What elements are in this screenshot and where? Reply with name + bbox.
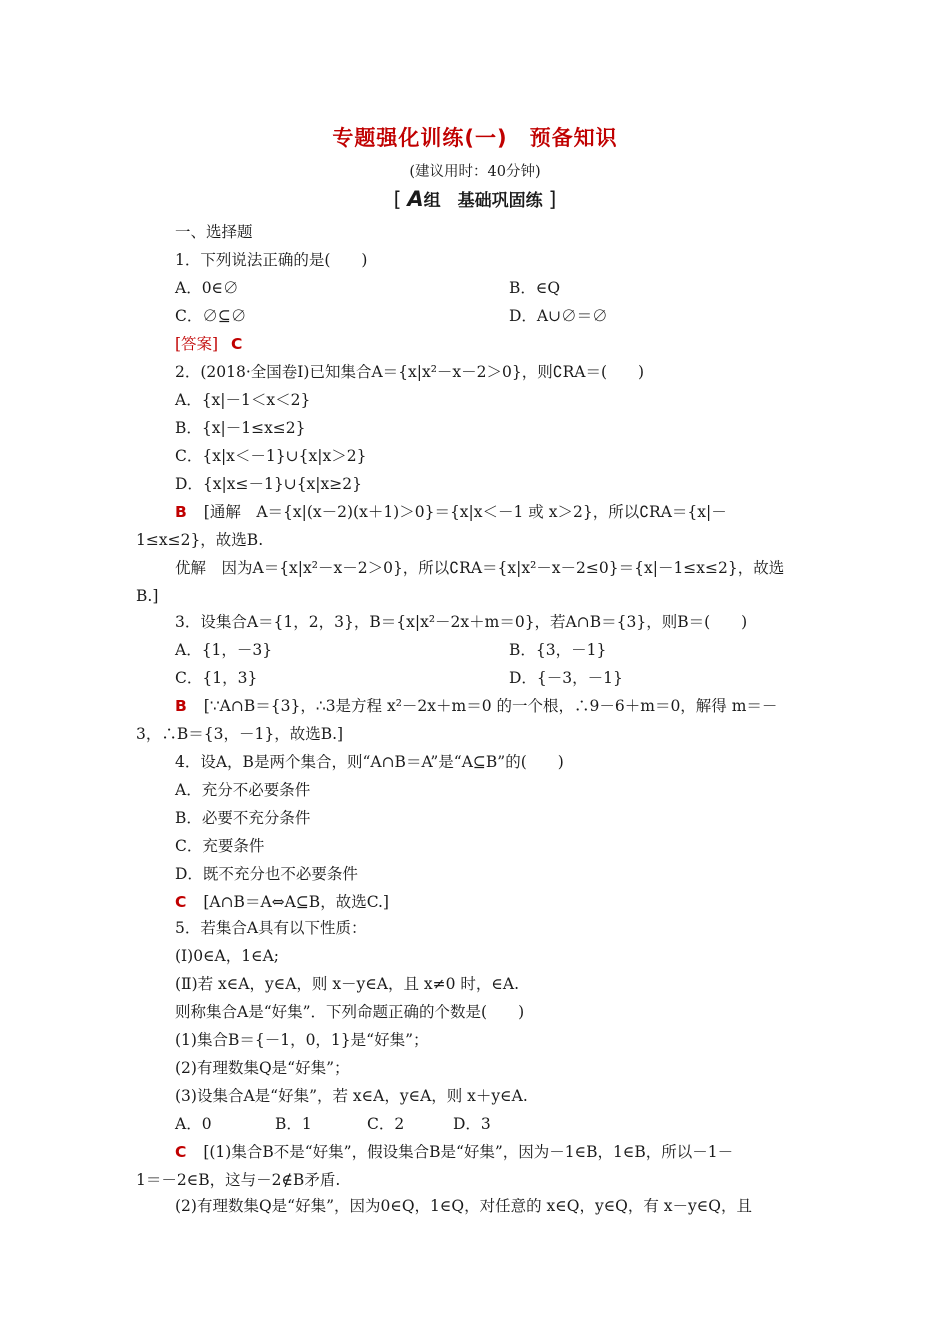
question-3-stem: 3．设集合A＝{1，2，3}，B＝{x|x²－2x＋m＝0}，若A∩B＝{3}，则B＝( ) [175, 613, 748, 631]
answer-letter: C [175, 893, 187, 911]
answer-letter: B [175, 503, 187, 521]
question-5-statement-2: (2)有理数集Q是“好集”； [175, 1059, 350, 1077]
question-5-property-1: (Ⅰ)0∈A，1∈A; [175, 947, 279, 965]
question-4-option-b: B．必要不充分条件 [175, 809, 311, 827]
solution-text: [(1)集合B不是“好集”，假设集合B是“好集”，因为－1∈B，1∈B，所以－1－ [203, 1143, 734, 1161]
question-2-solution-line-3: 优解 因为A＝{x|x²－x－2＞0}，所以∁RA＝{x|x²－x－2≤0}＝{x|－1≤x≤2}，故选 [175, 559, 785, 577]
answer-letter: B [175, 697, 187, 715]
question-1-option-b: B．∈Q [509, 279, 561, 297]
answer-letter: C [175, 1143, 187, 1161]
question-3-solution-line-1 [175, 696, 777, 716]
question-3-option-c: C．{1，3} [175, 669, 258, 687]
question-5-option-c: C．2 [367, 1115, 405, 1133]
group-label: 组 基础巩固练 [423, 191, 543, 211]
answer-tag: [答案] [175, 335, 219, 353]
question-2-option-c: C．{x|x＜－1}∪{x|x＞2} [175, 447, 367, 465]
question-3-option-a: A．{1，－3} [175, 641, 273, 659]
question-1-option-c: C．∅⊆∅ [175, 307, 247, 325]
question-2-option-b: B．{x|－1≤x≤2} [175, 419, 306, 437]
question-4-solution-line-1 [175, 892, 389, 912]
question-4-option-c: C．充要条件 [175, 837, 265, 855]
question-5-statement-3: (3)设集合A是“好集”，若 x∈A，y∈A，则 x＋y∈A. [175, 1087, 528, 1105]
question-3-solution-line-2: 3，∴B＝{3，－1}，故选B.] [136, 725, 344, 743]
group-bracket-right: ] [548, 187, 557, 211]
question-5-stem: 5．若集合A具有以下性质： [175, 919, 367, 937]
solution-text: [A∩B＝A⇔A⊆B，故选C.] [203, 893, 389, 911]
question-5-option-d: D．3 [453, 1115, 491, 1133]
question-3-option-b: B．{3，－1} [509, 641, 607, 659]
question-5-solution-line-2: 1＝－2∈B，这与－2∉B矛盾. [136, 1171, 341, 1189]
group-heading [0, 186, 950, 211]
question-2-solution-line-2: 1≤x≤2}，故选B. [136, 531, 264, 549]
question-5-solution-line-3: (2)有理数集Q是“好集”，因为0∈Q，1∈Q，对任意的 x∈Q，y∈Q，有 x－y∈Q，且 [175, 1197, 752, 1215]
question-5-option-a: A．0 [175, 1115, 212, 1133]
group-bracket-left: [ [393, 187, 402, 211]
question-1-stem: 1．下列说法正确的是( ) [175, 251, 368, 269]
question-4-option-a: A．充分不必要条件 [175, 781, 311, 799]
solution-text: [∵A∩B＝{3}，∴3是方程 x²－2x＋m＝0 的一个根，∴9－6＋m＝0，解得 m＝－ [203, 697, 778, 715]
question-3-option-d: D．{－3，－1} [509, 669, 623, 687]
question-1-option-d: D．A∪∅＝∅ [509, 307, 608, 325]
answer-letter: C [231, 335, 243, 353]
question-2-stem: 2．(2018·全国卷Ⅰ)已知集合A＝{x|x²－x－2＞0}，则∁RA＝( ) [175, 363, 645, 381]
solution-text: [通解 A＝{x|(x－2)(x＋1)＞0}＝{x|x＜－1 或 x＞2}，所以∁RA＝{x|－ [203, 503, 727, 521]
question-2-solution-line-1 [175, 502, 727, 522]
question-5-definition: 则称集合A是“好集”．下列命题正确的个数是( ) [175, 1003, 525, 1021]
question-1-answer-line [175, 334, 242, 354]
group-letter: A [407, 187, 424, 211]
question-2-option-a: A．{x|－1＜x＜2} [175, 391, 311, 409]
page-title: 专题强化训练(一) 预备知识 [332, 126, 618, 150]
suggested-time: (建议用时：40分钟) [409, 164, 541, 180]
question-5-statement-1: (1)集合B＝{－1，0，1}是“好集”； [175, 1031, 429, 1049]
question-2-solution-line-4: B.] [136, 587, 159, 605]
question-1-option-a: A．0∈∅ [175, 279, 239, 297]
question-5-solution-line-1 [175, 1142, 733, 1162]
question-5-property-2: (Ⅱ)若 x∈A，y∈A，则 x－y∈A，且 x≠0 时，∈A. [175, 975, 520, 993]
question-4-option-d: D．既不充分也不必要条件 [175, 865, 358, 883]
section-heading: 一、选择题 [175, 223, 253, 241]
question-2-option-d: D．{x|x≤－1}∪{x|x≥2} [175, 475, 362, 493]
question-5-option-b: B．1 [275, 1115, 312, 1133]
question-4-stem: 4．设A，B是两个集合，则“A∩B＝A”是“A⊆B”的( ) [175, 753, 564, 771]
